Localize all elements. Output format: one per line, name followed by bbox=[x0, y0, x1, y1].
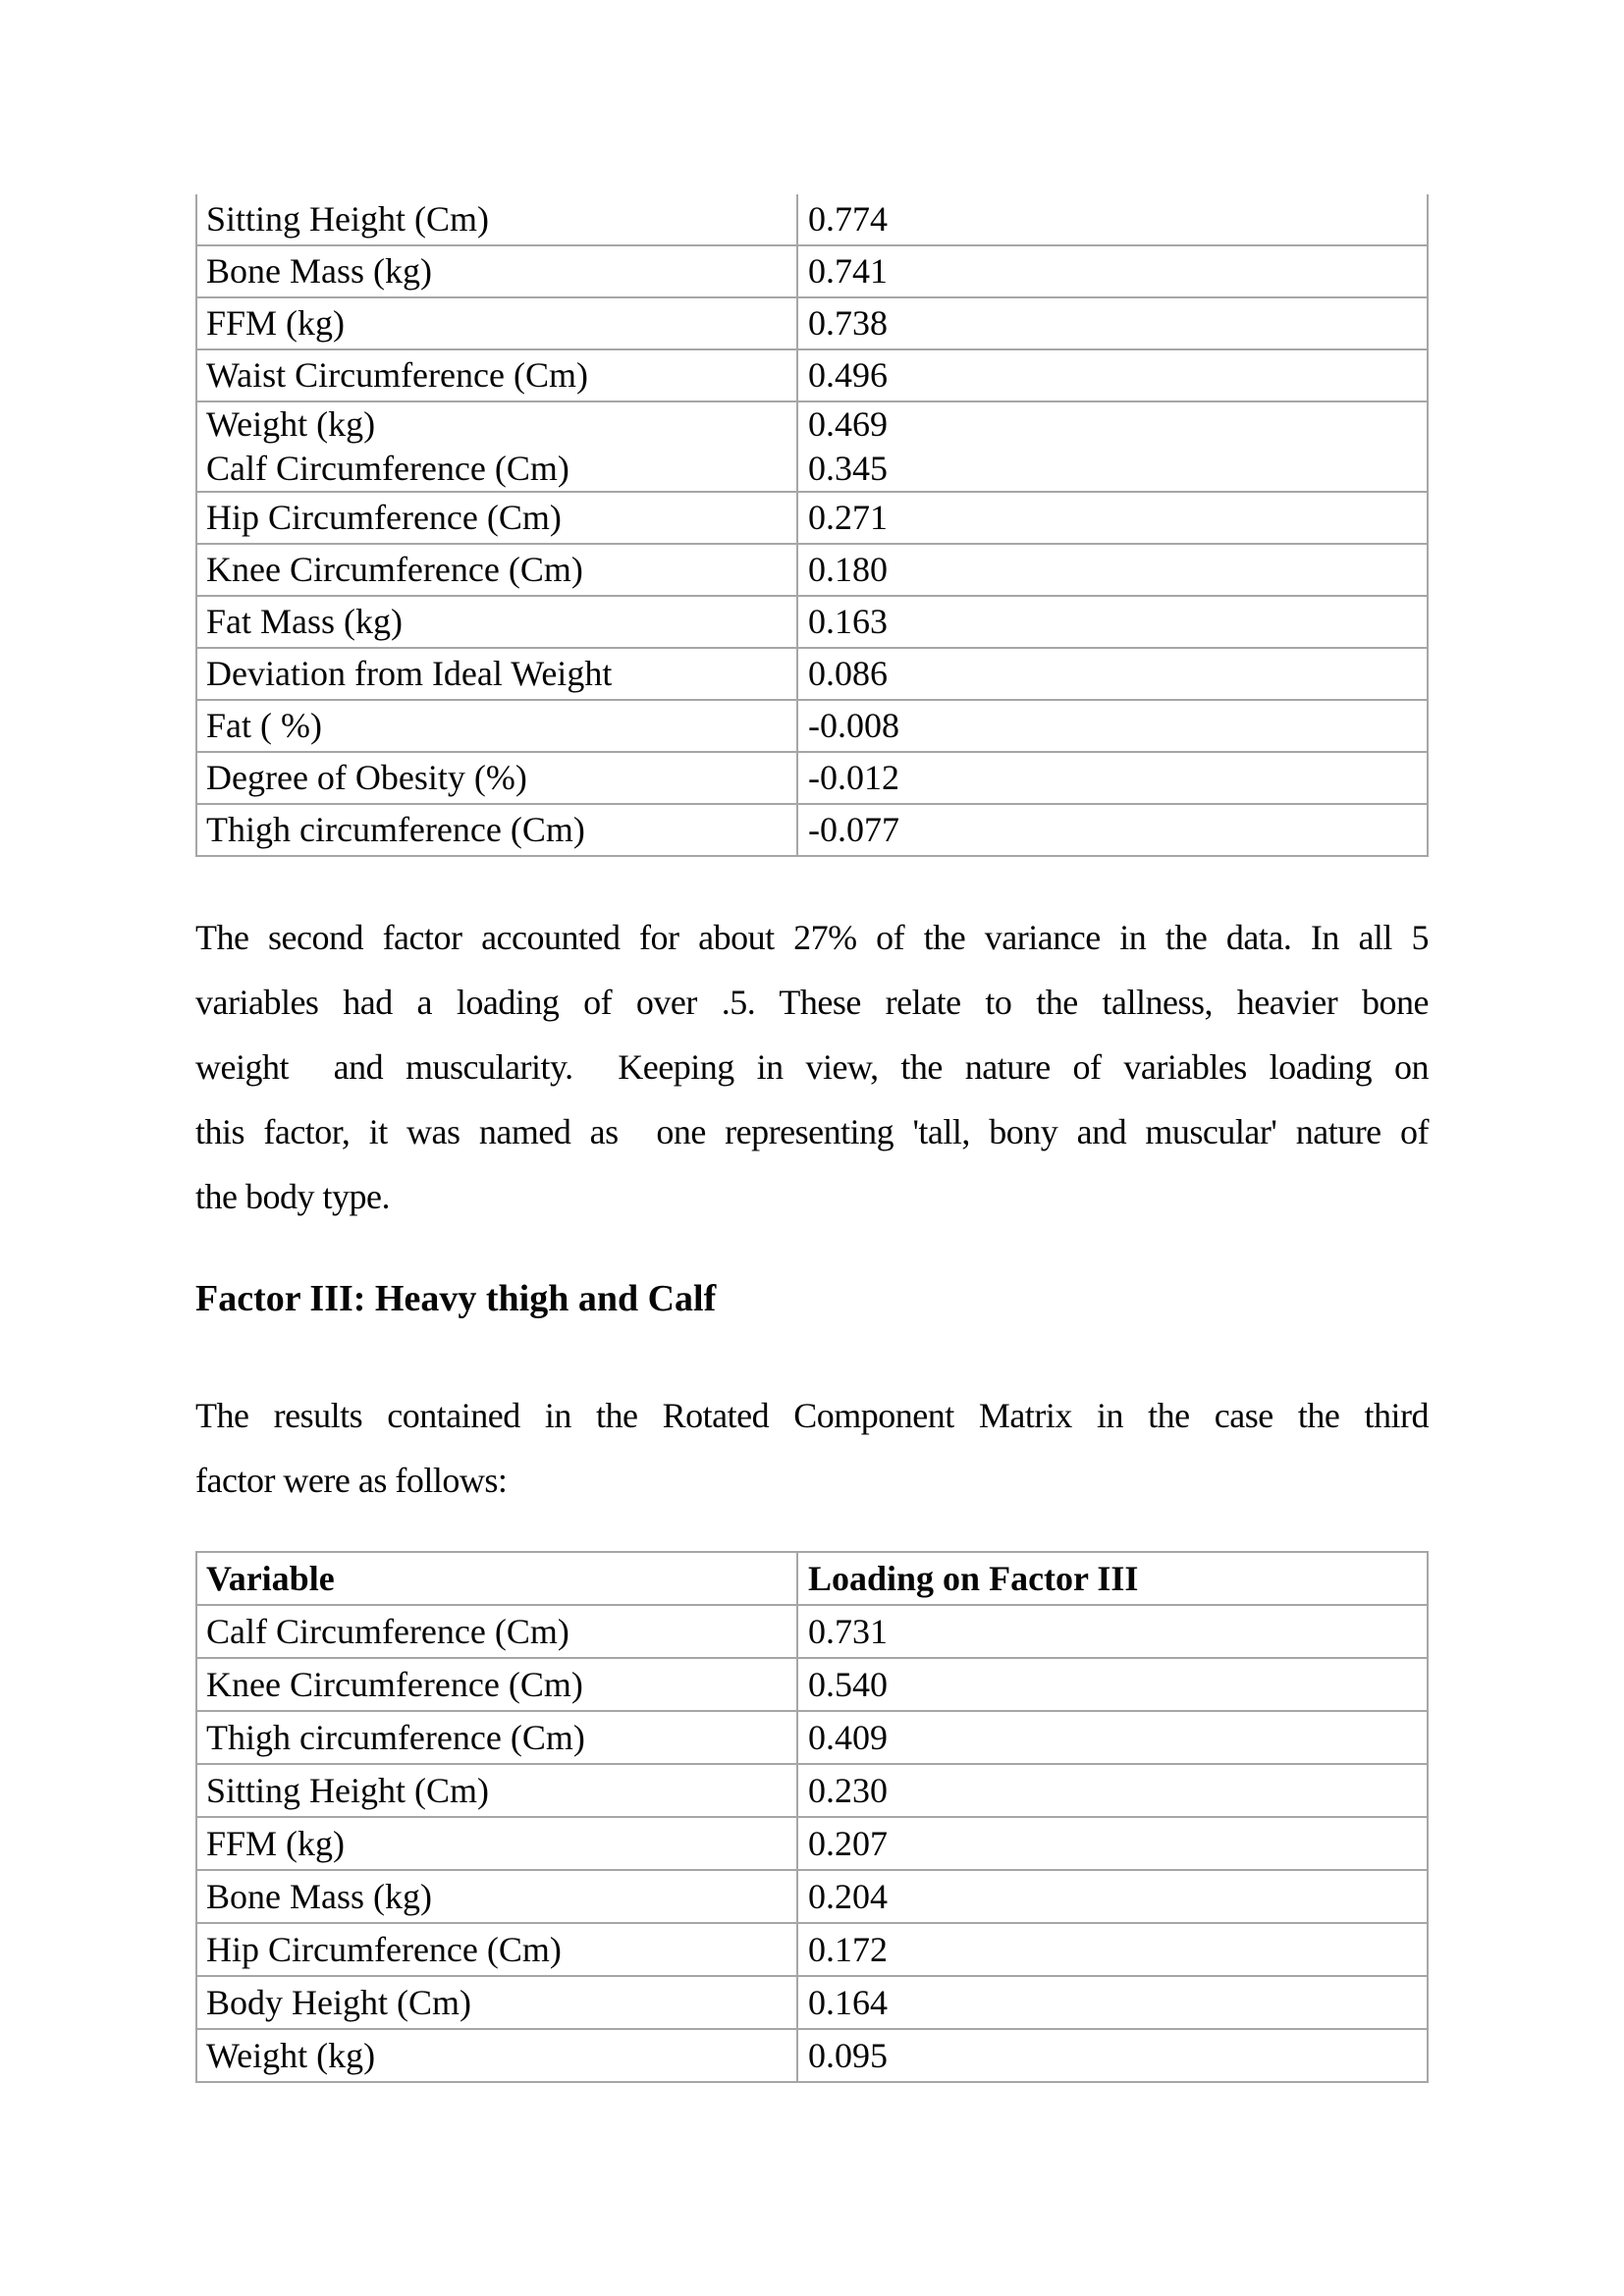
variable-label: Weight (kg) bbox=[206, 2035, 376, 2075]
table-row bbox=[197, 597, 1427, 649]
loading-value: 0.204 bbox=[808, 1876, 888, 1916]
variable-cell bbox=[197, 1712, 798, 1763]
table-row bbox=[197, 194, 1427, 246]
loading-value: -0.077 bbox=[808, 810, 899, 849]
table-row bbox=[197, 753, 1427, 805]
loading-value: 0.741 bbox=[808, 251, 888, 291]
variable-cell bbox=[197, 350, 798, 400]
table-row bbox=[197, 545, 1427, 597]
table-row bbox=[197, 1818, 1427, 1871]
variable-label: Thigh circumference (Cm) bbox=[206, 810, 585, 849]
variable-label: Calf Circumference (Cm) bbox=[206, 1611, 569, 1651]
variable-cell bbox=[197, 649, 798, 699]
factor3-paragraph bbox=[195, 1383, 1429, 1513]
loading-value-cell bbox=[798, 1606, 1427, 1657]
loading-value-cell bbox=[798, 350, 1427, 400]
table-row bbox=[197, 1871, 1427, 1924]
loading-value: 0.163 bbox=[808, 602, 888, 641]
variable-label: Fat Mass (kg) bbox=[206, 602, 403, 641]
table-row bbox=[197, 1765, 1427, 1818]
loading-header-cell bbox=[798, 1553, 1427, 1604]
table-row bbox=[197, 2030, 1427, 2083]
table-row bbox=[197, 805, 1427, 857]
variable-header-cell bbox=[197, 1553, 798, 1604]
table-row bbox=[197, 298, 1427, 350]
variable-cell bbox=[197, 545, 798, 595]
loading-value-cell bbox=[798, 1818, 1427, 1869]
loading-value: 0.164 bbox=[808, 1982, 888, 2022]
loading-value: 0.774 bbox=[808, 199, 888, 239]
variable-label: FFM (kg) bbox=[206, 1823, 346, 1863]
loading-value: 0.086 bbox=[808, 654, 888, 693]
paragraph-line: variables had a loading of over .5. These relate to the tallness, heavier bone bbox=[195, 983, 1429, 1022]
paragraph-line: weight and muscularity. Keeping in view, the nature of variables loading on bbox=[195, 1047, 1429, 1087]
variable-cell bbox=[197, 1977, 798, 2028]
variable-cell bbox=[197, 1765, 798, 1816]
variable-cell bbox=[197, 194, 798, 244]
variable-cell bbox=[197, 1606, 798, 1657]
table-row bbox=[197, 649, 1427, 701]
loading-value-cell bbox=[798, 493, 1427, 543]
paragraph-line: The results contained in the Rotated Component Matrix in the case the third bbox=[195, 1396, 1429, 1435]
variable-cell bbox=[197, 1924, 798, 1975]
table-row bbox=[197, 350, 1427, 402]
loading-value-cell bbox=[798, 805, 1427, 855]
loading-value: 0.095 bbox=[808, 2035, 888, 2075]
table-row bbox=[197, 1606, 1427, 1659]
loading-value: 0.496 bbox=[808, 355, 888, 395]
variable-header: Variable bbox=[206, 1558, 335, 1598]
loading-value-cell bbox=[798, 1924, 1427, 1975]
variable-label: Bone Mass (kg) bbox=[206, 1876, 432, 1916]
variable-label: Weight (kg) bbox=[206, 404, 376, 444]
loading-value: -0.012 bbox=[808, 758, 899, 797]
loading-value: 0.409 bbox=[808, 1717, 888, 1757]
loading-value-cell bbox=[798, 1712, 1427, 1763]
loading-value: 0.271 bbox=[808, 498, 888, 537]
variable-label: Deviation from Ideal Weight bbox=[206, 654, 613, 693]
variable-cell bbox=[197, 701, 798, 751]
variable-label: Sitting Height (Cm) bbox=[206, 199, 489, 239]
loading-value-cell bbox=[798, 1977, 1427, 2028]
table-header-row bbox=[197, 1553, 1427, 1606]
paragraph-line: this factor, it was named as one representing 'tall, bony and muscular' nature of bbox=[195, 1112, 1429, 1151]
section-heading: Factor III: Heavy thigh and Calf bbox=[195, 1278, 717, 1319]
table-row bbox=[197, 701, 1427, 753]
variable-cell bbox=[197, 753, 798, 803]
table-row bbox=[197, 246, 1427, 298]
loading-value: 0.738 bbox=[808, 303, 888, 343]
loading-value-cell bbox=[798, 1871, 1427, 1922]
loading-value-cell bbox=[798, 597, 1427, 647]
loading-value: 0.207 bbox=[808, 1823, 888, 1863]
variable-label: Sitting Height (Cm) bbox=[206, 1770, 489, 1810]
variable-cell bbox=[197, 1871, 798, 1922]
loading-value-cell bbox=[798, 701, 1427, 751]
loading-value-cell bbox=[798, 246, 1427, 296]
loading-value: 0.469 bbox=[808, 404, 888, 444]
loading-value-cell bbox=[798, 2030, 1427, 2081]
table-row bbox=[197, 1712, 1427, 1765]
variable-label: Bone Mass (kg) bbox=[206, 251, 432, 291]
variable-label: Calf Circumference (Cm) bbox=[206, 449, 569, 488]
factor3-loading-table bbox=[195, 1551, 1429, 2083]
variable-cell bbox=[197, 597, 798, 647]
variable-label: Body Height (Cm) bbox=[206, 1982, 471, 2022]
table-row bbox=[197, 402, 1427, 493]
loading-value: 0.345 bbox=[808, 449, 888, 488]
variable-cell bbox=[197, 402, 798, 491]
variable-cell bbox=[197, 2030, 798, 2081]
loading-value-cell bbox=[798, 298, 1427, 348]
loading-value-cell bbox=[798, 649, 1427, 699]
variable-cell bbox=[197, 298, 798, 348]
variable-label: Fat ( %) bbox=[206, 706, 322, 745]
paragraph-line: factor were as follows: bbox=[195, 1461, 508, 1500]
variable-label: Thigh circumference (Cm) bbox=[206, 1717, 585, 1757]
loading-value-cell bbox=[798, 402, 1427, 491]
loading-value: 0.731 bbox=[808, 1611, 888, 1651]
variable-label: Knee Circumference (Cm) bbox=[206, 550, 583, 589]
paragraph-line: The second factor accounted for about 27% of the variance in the data. In all 5 bbox=[195, 918, 1429, 957]
loading-value: 0.172 bbox=[808, 1929, 888, 1969]
loading-value-cell bbox=[798, 194, 1427, 244]
loading-value: 0.180 bbox=[808, 550, 888, 589]
loading-value: -0.008 bbox=[808, 706, 899, 745]
loading-value-cell bbox=[798, 1765, 1427, 1816]
factor2-paragraph bbox=[195, 905, 1429, 1229]
variable-label: Knee Circumference (Cm) bbox=[206, 1664, 583, 1704]
loading-value-cell bbox=[798, 545, 1427, 595]
variable-cell bbox=[197, 246, 798, 296]
variable-label: Degree of Obesity (%) bbox=[206, 758, 527, 797]
variable-cell bbox=[197, 493, 798, 543]
factor2-loading-table bbox=[195, 194, 1429, 857]
table-row bbox=[197, 493, 1427, 545]
table-row bbox=[197, 1924, 1427, 1977]
loading-value: 0.230 bbox=[808, 1770, 888, 1810]
variable-cell bbox=[197, 1659, 798, 1710]
variable-cell bbox=[197, 805, 798, 855]
variable-label: FFM (kg) bbox=[206, 303, 346, 343]
loading-value-cell bbox=[798, 753, 1427, 803]
table-row bbox=[197, 1659, 1427, 1712]
variable-label: Hip Circumference (Cm) bbox=[206, 1929, 562, 1969]
variable-label: Waist Circumference (Cm) bbox=[206, 355, 588, 395]
variable-cell bbox=[197, 1818, 798, 1869]
loading-value: 0.540 bbox=[808, 1664, 888, 1704]
paragraph-line: the body type. bbox=[195, 1177, 390, 1216]
variable-label: Hip Circumference (Cm) bbox=[206, 498, 562, 537]
loading-value-cell bbox=[798, 1659, 1427, 1710]
loading-header: Loading on Factor III bbox=[808, 1558, 1139, 1598]
table-row bbox=[197, 1977, 1427, 2030]
